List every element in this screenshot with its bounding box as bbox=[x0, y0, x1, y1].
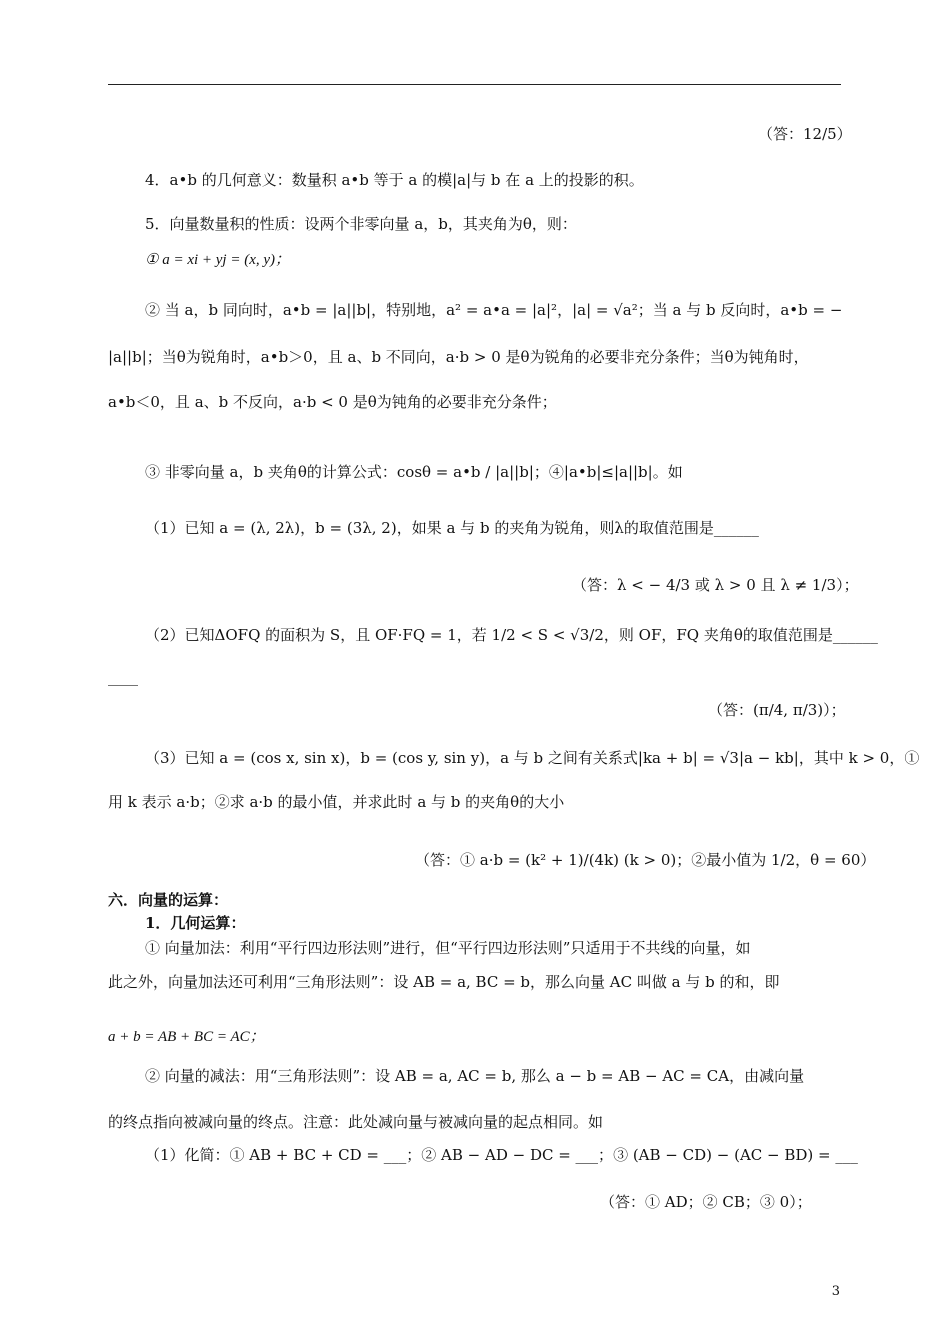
subtraction-line: ② 向量的减法：用“三角形法则”：设 AB = a, AC = b, 那么 a − b = AB − AC = CA，由减向量 bbox=[145, 1067, 805, 1085]
example-1-line: （1）已知 a = (λ, 2λ)，b = (3λ, 2)，如果 a 与 b 的夹角为锐角，则λ的取值范围是______ bbox=[145, 519, 759, 537]
property-2-line: ② 当 a，b 同向时，a•b = |a||b|，特别地，a² = a•a = |a|²，|a| = √a²；当 a 与 b 反向时，a•b = − bbox=[145, 301, 843, 319]
item-5-heading: 5．向量数量积的性质：设两个非零向量 a，b，其夹角为θ，则： bbox=[145, 215, 577, 233]
simplify-example-line: （1）化简：① AB + BC + CD = ___；② AB − AD − DC = ___；③ (AB − CD) − (AC − BD) = ___ bbox=[145, 1146, 858, 1164]
answer-line: （答：12/5） bbox=[758, 125, 852, 143]
example-1-answer: （答：λ < − 4/3 或 λ > 0 且 λ ≠ 1/3）； bbox=[572, 576, 859, 594]
example-3-continued: 用 k 表示 a·b；②求 a·b 的最小值，并求此时 a 与 b 的夹角θ的大小 bbox=[108, 793, 565, 811]
example-2-answer: （答：(π/4, π/3)）； bbox=[708, 701, 846, 719]
property-1-line: ① a = xi + yj = (x, y)； bbox=[145, 252, 291, 268]
property-3-line: ③ 非零向量 a，b 夹角θ的计算公式：cosθ = a•b / |a||b|；④|a•b|≤|a||b|。如 bbox=[145, 463, 683, 481]
simplify-answer: （答：① AD；② CB；③ 0）； bbox=[600, 1193, 812, 1211]
example-2-line: （2）已知ΔOFQ 的面积为 S，且 OF·FQ = 1，若 1/2 < S < √3/2，则 OF，FQ 夹角θ的取值范围是______ bbox=[145, 626, 878, 644]
subtraction-continued: 的终点指向被减向量的终点。注意：此处减向量与被减向量的起点相同。如 bbox=[108, 1113, 604, 1131]
subsection-geometric-heading: 1．几何运算： bbox=[145, 914, 246, 932]
addition-continued: 此之外，向量加法还可利用“三角形法则”：设 AB = a, BC = b，那么向量 AC 叫做 a 与 b 的和，即 bbox=[108, 973, 780, 991]
header-rule bbox=[108, 84, 841, 85]
item-4-line: 4．a•b 的几何意义：数量积 a•b 等于 a 的模|a|与 b 在 a 上的投影的积。 bbox=[145, 171, 644, 189]
example-3-answer: （答：① a·b = (k² + 1)/(4k) (k > 0)；②最小值为 1/2，θ = 60） bbox=[415, 851, 876, 869]
example-3-line: （3）已知 a = (cos x, sin x)，b = (cos y, sin y)，a 与 b 之间有关系式|ka + b| = √3|a − kb|，其中 k > 0，① bbox=[145, 749, 920, 767]
addition-line: ① 向量加法：利用“平行四边形法则”进行，但“平行四边形法则”只适用于不共线的向量，如 bbox=[145, 939, 751, 957]
example-2-blank: ____ bbox=[108, 668, 138, 686]
page-number: 3 bbox=[831, 1284, 840, 1299]
property-2-continued: |a||b|；当θ为锐角时，a•b＞0，且 a、b 不同向，a·b > 0 是θ为锐角的必要非充分条件；当θ为钝角时， bbox=[108, 348, 809, 366]
addition-formula: a + b = AB + BC = AC； bbox=[108, 1029, 265, 1045]
section-6-heading: 六．向量的运算： bbox=[108, 891, 229, 909]
property-2-end: a•b＜0，且 a、b 不反向，a·b < 0 是θ为钝角的必要非充分条件； bbox=[108, 393, 557, 411]
